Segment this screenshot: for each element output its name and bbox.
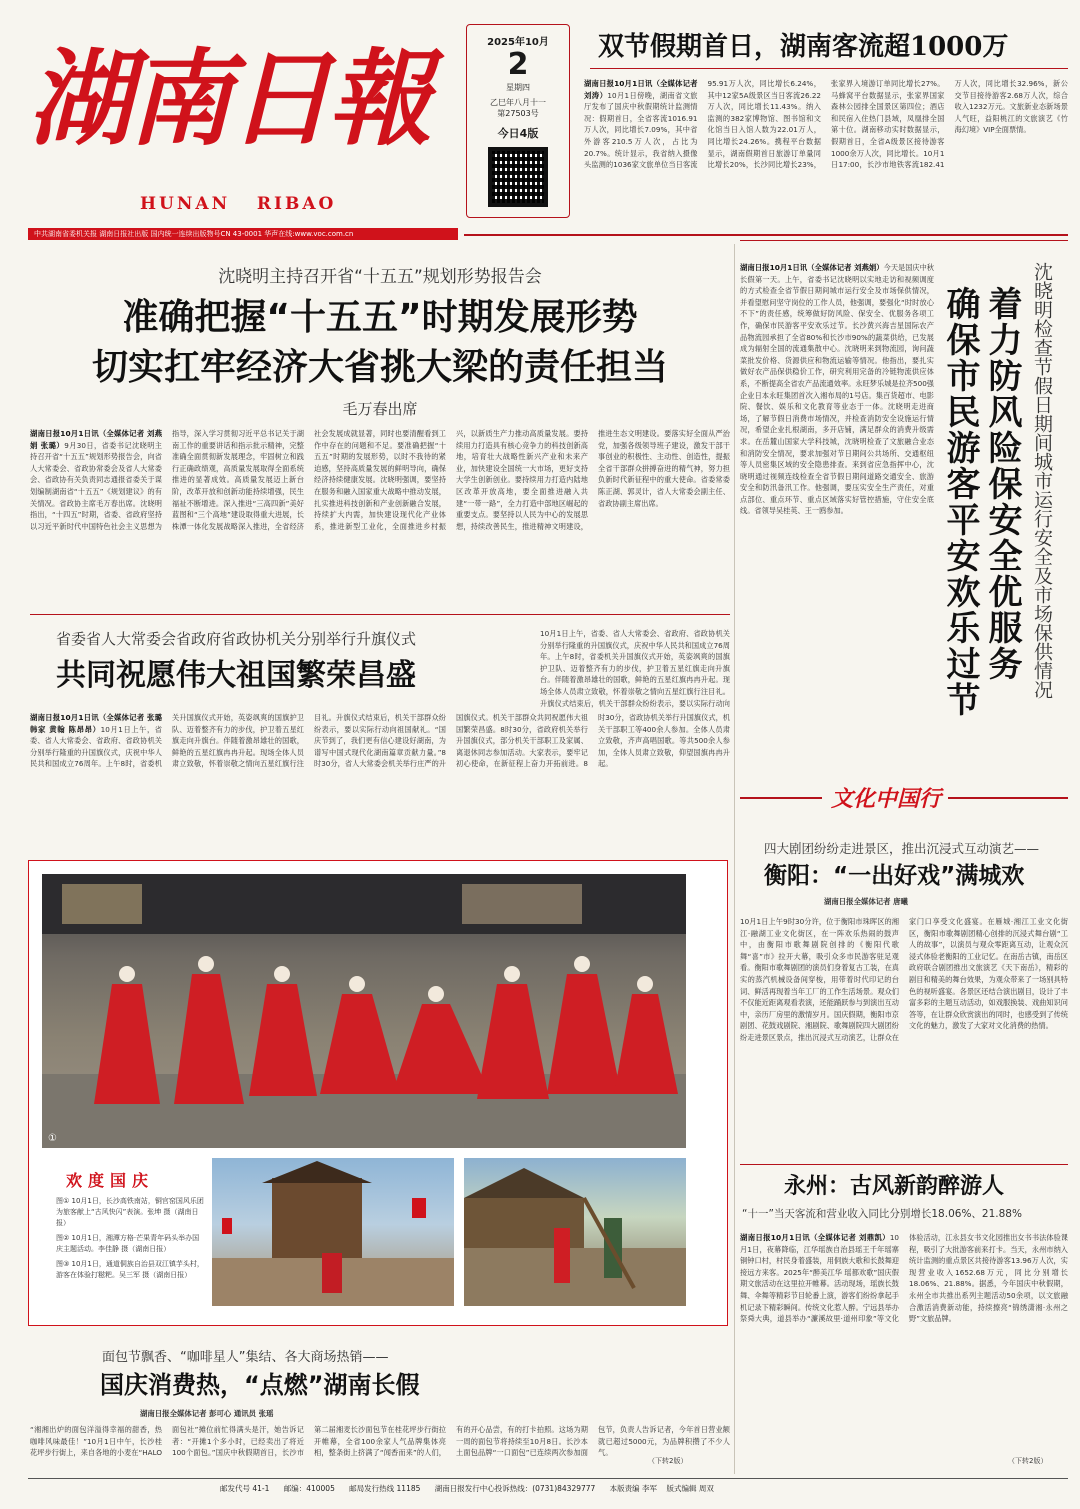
consumer-text: “湘湘出炉的面包洋溢得幸福的甜香，热咖啡风味最佳！”10月1日中午，长沙桂花坪步行街上，来自各地的小麦在“HALO面包社”摊位前忙得满头是汗，她告诉记者：“开摊1个多小时，已经卖出了将近100个面包。”国庆中秋假期首日，长沙市第二届湘麦长沙面包节在桂花坪步行街拉开帷幕，全省100余家人气品牌集体亮相，整条街上挤满了“闻香而来”的人们，有的开心品尝，有的打卡拍照。这场为期一周的面包节将持续至10月8日。长沙本土面包品牌“一口面包”已连续两次参加面包节，负责人告诉记者，今年首日营业额就已超过5000元，为品牌积攒了不少人气。 bbox=[30, 1425, 730, 1458]
side-headline-black[interactable]: 着力防风险保安全优服务 bbox=[982, 286, 1022, 682]
culture-headline[interactable]: 衡阳：“一出好戏”满城欢 bbox=[764, 863, 1025, 889]
main-article-text: 9月30日，省委书记沈晓明主持召开省“十五五”规划形势报告会，向省人大常委会、省政协常委会及省人大常委会、省政协有关负责同志通报省委关于谋划编制湖南省“十五五”《规划建议》的有关情况。省政协主席毛万春出席。沈晓明指出，“十四五”时期，省委、省政府坚持以习近平新时代中国特色社会主义思想为指导，深入学习贯彻习近平总书记关于湖南工作的重要讲话和指示批示精神，完整准确全面贯彻新发展理念，牢固树立和践行正确政绩观，高质量发展取得全面系统推进的显著成效。高质量发展迈上新台阶，改革开放和创新动能持续增强，民生福祉不断增进。深入推进“三高四新”美好蓝图和“三个高地”建设取得重大进展，长株潭一体化发展战略深入推进，全省经济社会发展成就显著，同时也要清醒看到工作中存在的问题和不足。要准确把握“十五五”时期的发展形势，以时不我待的紧迫感，坚持高质量发展的鲜明导向，确保经济持续健康发展。沈晓明强调，要坚持在服务和融入国家重大战略中推动发展，扎实推进科技创新和产业创新融合发展，持续扩大内需，加快建设现代化产业体系，推进新型工业化，全面推进乡村振兴，以新质生产力推动高质量发展。要持续用力打造具有核心竞争力的科技创新高地，培育壮大战略性新兴产业和未来产业，加快建设全国统一大市场，更好支持大学生创新创业。要持续用力打造内陆地区改革开放高地，要全面推进融入共建“一带一路”，全力打造中部地区崛起的重要支点。要坚持以人民为中心的发展思想，持续改善民生，推进精神文明建设，推进生态文明建设。要落实好全面从严治党，加强各级领导班子建设，激发干部干事创业的积极性、主动性、创造性，提振全省干部群众拼搏奋进的精气神，努力担负新时代新征程中的重大使命。省委常委陈正湖、郭灵计，省人大常委会副主任、省政协副主席出席。 bbox=[30, 429, 730, 531]
yongzhou-subhead: “十一”当天客流和营业收入同比分别增长18.06%、21.88% bbox=[742, 1208, 1022, 1220]
qr-code[interactable] bbox=[488, 147, 548, 207]
date-lunar: 乙巳年八月十一 bbox=[490, 98, 546, 107]
photo-2[interactable] bbox=[212, 1158, 454, 1306]
masthead bbox=[28, 18, 458, 218]
column-divider bbox=[734, 244, 735, 1474]
side-story-text: 今天是国庆中秋长假第一天。上午，省委书记沈晓明以实地走访和视频调度的方式检查全省节假日期间城市运行安全及市场保供情况，并看望慰问坚守岗位的工作人员，他强调，要强化“时时放心不下”的责任感，统筹做好防风险、保安全、优服务各项工作，确保市民游客平安欢乐过节。长沙黄兴海吉星国际农产品物流园承担了全省80%和长沙市90%的蔬菜供给，已发展成为辐射全国的流通集散中心。沈晓明来到物流园，询问蔬菜批发价格、货源供应和物流运输等情况。他指出，要扎实做好农产品保供稳价工作，研究利用完备的冷链物流供应体系，不断提高全省农产品流通效率。永旺梦乐城是拉齐500强企业日本永旺集团首次入湘布局的1号店。集百货超市、电影院、餐饮、娱乐和文化教育等业态于一体。沈晓明走进商场，了解节假日消费市场情况，并检查消防安全设施运行情况，希望企业扎根湖南，多开店铺，满足群众的消费升级需求。在岳麓山国家大学科技城，沈晓明检查了文旅融合业态和消防安全情况，要求加强对节日期间公共场所、交通枢纽等人员密集区域的安全隐患排查。来到省应急指挥中心，沈晓明通过视频连线检查全省节假日期间道路交通安全、旅游安全和防汛备汛工作。他强调，要压实安全生产责任，对重点部位、重点环节、重点区域落实好管控措施，守住安全底线。省领导吴桂英、王一鸥参加。 bbox=[740, 263, 934, 516]
main-headline-2[interactable]: 切实扛牢经济大省挑大梁的责任担当 bbox=[91, 347, 668, 388]
photo-caption-2: 图② 10月1日，湘潭方格·芒果青年码头举办国庆主题活动。李佳静 摄（湖南日报） bbox=[56, 1234, 200, 1253]
culture-rule-right bbox=[948, 797, 1068, 799]
culture-text: 10月1日上午9时30分许，位于衡阳市珠晖区的湘江·融湖工业文化街区，在一阵欢乐热闹的鼓声中，由衡阳市歌舞剧院创排的《衡阳代歌舞“喜”市》拉开大幕，吸引众多市民游客驻足观看。衡阳市歌舞剧团的演员们身着复古工装，在真实的蒸汽机械设备间穿梭，用带着时代印记的台词、鲜活再现着当年工厂的工作生活场景。观众们不仅能近距离观看表演，还能踊跃参与到演出互动中，亲历厂房里的激情岁月。国庆假期，衡阳市京剧团、花鼓戏剧院、湘剧院、歌舞剧院四大剧团纷纷走进景区景点，推出沉浸式互动演艺，让群众在家门口享受文化盛宴。在雁城·湘江工业文化街区，衡阳市歌舞剧团精心创排的沉浸式舞台剧“工人的故事”，以演员与观众零距离互动，让观众沉浸式体验老衡阳的工业记忆。在南岳古镇，南岳区政府联合剧团推出文旅演艺《天下南岳》，精彩的剧目和精美的舞台效果，为观众带来了一场别具特色的视听盛宴。各景区还结合演出剧目，设计了丰富多彩的主题互动活动，如戏服换装、戏曲知识问答等，在让群众欣赏演出的同时，也感受到了传统文化的魅力，激发了大家对文化消费的热情。 bbox=[740, 917, 1068, 1042]
date-box bbox=[466, 24, 570, 218]
top-story-headline[interactable]: 双节假期首日，湖南客流超1000万 bbox=[598, 32, 1009, 62]
flag-headline[interactable]: 共同祝愿伟大祖国繁荣昌盛 bbox=[56, 658, 416, 693]
yongzhou-rule bbox=[740, 1164, 1068, 1165]
flag-article-columns bbox=[30, 712, 730, 860]
top-story-rule bbox=[590, 68, 1068, 69]
culture-byline: 湖南日报全媒体记者 唐曦 bbox=[824, 897, 908, 906]
flag-article-text-top: 10月1日上午，省委、省人大常委会、省政府、省政协机关分别举行隆重的升国旗仪式，庆祝中华人民共和国成立76周年。上午8时，省委机关升国旗仪式开始，英姿飒爽的国旗护卫队、迈着整齐有力的步伐，护卫着五星红旗走向升旗台。伴随着激昂雄壮的国歌，鲜艳的五星红旗冉冉升起。现场全体人员肃立致敬，怀着崇敬之情向五星红旗行注目礼。升旗仪式结束后，机关干部群众纷纷表示，要以实际行动向 bbox=[540, 629, 730, 708]
flag-article-text: 10月1日上午，省委、省人大常委会、省政府、省政协机关分别举行隆重的升国旗仪式，庆祝中华人民共和国成立76周年。上午8时，省委机关升国旗仪式开始，英姿飒爽的国旗护卫队、迈着整齐有力的步伐，护卫着五星红旗走向升旗台。伴随着激昂雄壮的国歌，鲜艳的五星红旗冉冉升起。现场全体人员肃立致敬，怀着崇敬之情向五星红旗行注目礼。升旗仪式结束后，机关干部群众纷纷表示，要以实际行动向祖国献礼。“国庆节到了，我们更有信心建设好湖南，为谱写中国式现代化湖南篇章贡献力量。”8时30分，省人大常委会机关举行庄严的升国旗仪式。机关干部群众共同祝愿伟大祖国繁荣昌盛。8时30分，省政府机关举行升国旗仪式，部分机关干部职工及家属、离退休同志参加活动。大家表示，要牢记初心使命，在新征程上奋力开拓前进。8时30分，省政协机关举行升国旗仪式，机关干部职工等400余人参加。全体人员肃立致敬，齐声高唱国歌。等共500余人参加，全体人员肃立致敬，仰望国旗冉冉升起。 bbox=[30, 713, 730, 769]
masthead-english: HUNAN RIBAO bbox=[140, 194, 337, 214]
main-subhead: 毛万春出席 bbox=[342, 400, 418, 418]
footer-text: 邮发代号 41-1 邮编：410005 邮局发行热线 11185 湖南日报发行中心投诉热线：(0731)84329777 本版责编 李军 版式编辑 周双 bbox=[220, 1484, 714, 1493]
photo-3-scene bbox=[464, 1158, 686, 1306]
top-story-body bbox=[584, 78, 1068, 224]
masthead-rule bbox=[464, 234, 1068, 236]
consumer-headline[interactable]: 国庆消费热，“点燃”湖南长假 bbox=[100, 1371, 420, 1399]
photo-2-scene bbox=[212, 1158, 454, 1306]
side-kicker: 沈晓明检查节假日期间城市运行安全及市场保供情况 bbox=[1031, 262, 1053, 699]
side-headline-red[interactable]: 确保市民游客平安欢乐过节 bbox=[940, 286, 980, 718]
main-article-rule bbox=[30, 614, 730, 615]
photo-main-scene bbox=[42, 874, 686, 1148]
flag-article-byline: 湖南日报10月1日讯（全媒体记者 张璐 韩家 黄翰 陈昂昂） bbox=[30, 713, 162, 734]
masthead-title: 湖南日報 bbox=[28, 37, 429, 160]
photo-main-number: ① bbox=[48, 1133, 57, 1144]
issue-number: 第27503号 bbox=[497, 109, 539, 118]
photo-main[interactable] bbox=[42, 874, 686, 1148]
masthead-strip-text: 中共湖南省委机关报 湖南日报社出版 国内统一连续出版物号CN 43-0001 华声在线:www.voc.com.cn bbox=[34, 230, 354, 238]
main-kicker: 沈晓明主持召开省“十五五”规划形势报告会 bbox=[218, 267, 542, 287]
photo-caption-1: 图① 10月1日，长沙高铁南站，铜官窑国风乐团为旅客献上“古风快闪”表演。张坤 摄（湖南日报） bbox=[56, 1197, 204, 1227]
yongzhou-headline[interactable]: 永州：古风新韵醉游人 bbox=[784, 1173, 1005, 1199]
side-rule-top bbox=[740, 240, 1068, 241]
date-day: 2 bbox=[507, 47, 529, 82]
culture-body bbox=[740, 916, 1068, 1156]
page-count: 今日4版 bbox=[497, 127, 539, 140]
side-story-byline: 湖南日报10月1日讯（全媒体记者 刘燕娟） bbox=[740, 263, 884, 272]
yongzhou-byline: 湖南日报10月1日讯（全媒体记者 刘鼎凯） bbox=[740, 1233, 890, 1242]
flag-kicker: 省委省人大常委会省政府省政协机关分别举行升旗仪式 bbox=[56, 630, 417, 648]
photo-caption-3: 图③ 10月1日，通道侗族自治县双江镇芋头村，游客在体验打糍粑。吴三军 摄（湖南日报） bbox=[56, 1260, 204, 1279]
culture-logo: 文化中国行 bbox=[830, 786, 941, 812]
yongzhou-continued[interactable]: （下转2版） bbox=[1008, 1457, 1048, 1465]
consumer-continued[interactable]: （下转2版） bbox=[648, 1457, 688, 1465]
main-headline-1[interactable]: 准确把握“十五五”时期发展形势 bbox=[122, 297, 638, 338]
yongzhou-body bbox=[740, 1232, 1068, 1466]
side-story-body bbox=[740, 262, 934, 760]
consumer-byline: 湖南日报全媒体记者 彭可心 通讯员 张瑶 bbox=[140, 1409, 274, 1418]
flag-article-text-right bbox=[540, 628, 730, 712]
date-year-month: 2025年10月 bbox=[487, 37, 549, 48]
consumer-kicker: 面包节飘香、“咖啡星人”集结、各大商场热销—— bbox=[102, 1350, 389, 1365]
photo-captions bbox=[56, 1196, 204, 1281]
culture-kicker: 四大剧团纷纷走进景区，推出沉浸式互动演艺—— bbox=[764, 841, 1040, 856]
culture-rule-left bbox=[740, 797, 822, 799]
top-story-text: 10月1日傍晚，湖南省文旅厅发布了国庆中秋假期统计监测情况：假期首日，全省客流1016.91万人次，同比增长7.09%，其中省外游客210.5万人次，占比为20.7%。统计显示，我省纳入摄像头监测的1036家文旅单位当日客流95.91万人次，同比增长6.24%，其中12家5A级景区当日客流26.22万人次，同比增长11.43%。纳入监测的382家博物馆、图书馆和文化馆当日入馆人数为22.01万人，同比增长24.26%。携程平台数据显示，湖南假期首日旅游订单量同比增长20%，长沙同比增长23%，张家界入境游订单同比增长27%。马蜂窝平台数据显示，张家界国家森林公园排全国景区第四位；酒店和民宿入住热门县域，凤凰排全国第十位。湖南移动实时数据显示，假期首日，全省A级景区接待游客1000余万人次，同比增长。10月1日17:00，长沙市地铁客流182.41万人次，同比增长32.96%，新公交节目接待游客2.68万人次，综合收入1232万元。文旅新业态新场景人气旺，益阳桃江的文旅演艺《竹海幻境》VIP全面票情。 bbox=[584, 79, 1068, 170]
photo-3[interactable] bbox=[464, 1158, 686, 1306]
main-article-body bbox=[30, 428, 730, 606]
top-story-byline: 湖南日报10月1日讯（全媒体记者 刘涛） bbox=[584, 79, 698, 100]
footer-rule bbox=[28, 1478, 1068, 1479]
main-article-byline: 湖南日报10月1日讯（全媒体记者 刘燕娟 张璐） bbox=[30, 429, 162, 450]
yongzhou-text: 10月1日，夜幕降临，江华瑶族自治县瑶王千年瑶寨铜钟口村，村民身着盛装，用侗族大歌和长鼓舞迎接远方来客。2025年“醉美江华 瑶都欢歌”国庆假期文旅活动在这里拉开帷幕。活动现场，瑶族长鼓舞、伞舞等精彩节目轮番上演，游客们纷纷拿起手机记录下精彩瞬间。传统文化惹人醉。宁远县举办祭舜大典，道县举办“濂溪故里·道州印象”等文化体验活动，江永县女书文化园推出女书书法体验课程，吸引了大批游客前来打卡。当天，永州市纳入统计监测的重点景区共接待游客13.96万人次，实现营业收入1652.68万元，同比分别增长18.06%、21.88%。据悉，今年国庆中秋假期，永州全市共推出系列主题活动50余项，以文旅融合激活消费新动能，持续擦亮“锦绣潇湘·永州之野”文旅品牌。 bbox=[740, 1233, 1068, 1324]
photo-title: 欢度国庆 bbox=[66, 1171, 155, 1190]
consumer-body bbox=[30, 1424, 730, 1472]
date-weekday: 星期四 bbox=[506, 83, 530, 92]
